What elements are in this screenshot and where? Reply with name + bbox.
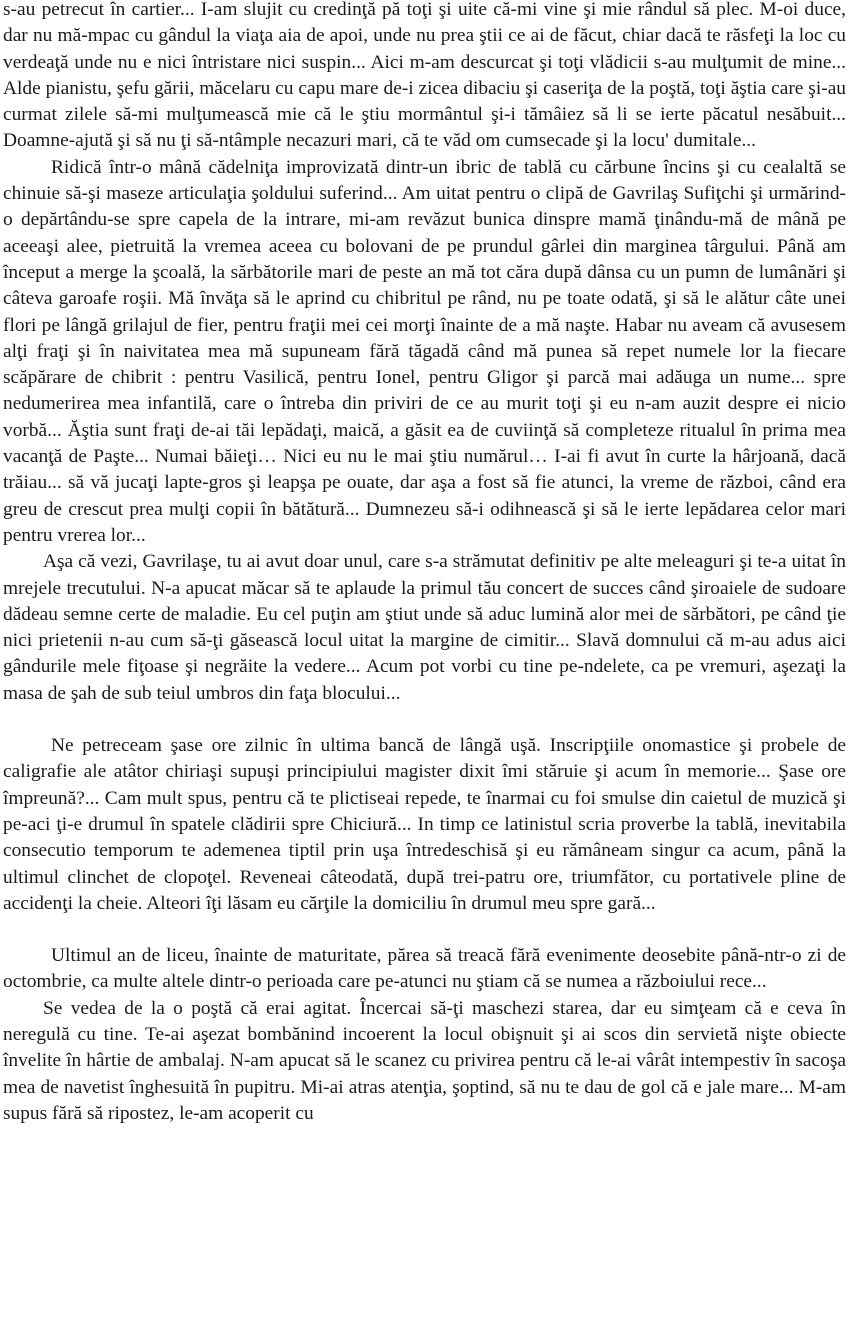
paragraph-2: Ridică într-o mână cădelniţa improvizată dintr-un ibric de tablă cu cărbune încins şi cu cealaltă se chinuie să-şi maseze articulaţia şoldului suferind... Am uitat pentru o clipă de Gavrilaş Sufiţchi şi urmărind-o depărtându-se spre capela de la intrare, mi-am revăzut bunica dinspre mamă ţinându-mă de mână pe aceeaşi alee, pietruită la vremea aceea cu bolovani de pe prundul gârlei din marginea târgului. Până am început a merge la şcoală, la sărbătorile mari de peste an mă tot căra după dânsa cu un pumn de lumânări şi câteva garoafe roşii. Mă învăţa să le aprind cu chibritul pe rând, nu pe toate odată, şi să le alătur câte unei flori pe lângă grilajul de fier, pentru fraţii mei cei morţi înainte de a mă naşte. Habar nu aveam că avusesem alţi fraţi şi în naivitatea mea mă supuneam fără tăgadă când mă punea să repet numele lor la fiecare scăpărare de chibrit : pentru Vasilică, pentru Ionel, pentru Gligor şi parcă mai adăuga un nume... spre nedumerirea mea infantilă, care o întreba din priviri de ce au murit toţi şi eu n-am auzit despre ei nicio vorbă... Ăştia sunt fraţi de-ai tăi lepădaţi, maică, a găsit ea de cuviinţă să completeze ritualul în prima mea vacanţă de Paşte... Numai băieţi… Nici eu nu le mai ştiu numărul… I-ai fi avut în curte la hârjoană, dacă trăiau... să vă jucaţi lapte-gros şi leapşa pe ouate, dar aşa a fost să fie atunci, la vreme de război, când era greu de crescut prea mulţi copii în bătătură... Dumnezeu să-i odihnească şi să le ierte lepădarea celor mari pentru vrerea lor... [3,156,846,546]
paragraph-6: Se vedea de la o poştă că erai agitat. Încercai să-ţi maschezi starea, dar eu simţeam că e ceva în neregulă cu tine. Te-ai aşezat bombănind incoerent la locul obişnuit şi ai scos din servietă nişte obiecte învelite în hârtie de ambalaj. N-am apucat să le scanez cu privirea pentru că le-ai vârât intempestiv în sacoşa mea de navetist înghesuită în pupitru. Mi-ai atras atenţia, şoptind, să nu te dau de gol că e jale mare... M-am supus fără să ripostez, le-am acoperit cu [3,997,846,1124]
paragraph-5: Ultimul an de liceu, înainte de maturitate, părea să treacă fără evenimente deosebite până-ntr-o zi de octombrie, ca multe altele dintr-o perioada care pe-atunci nu ştiam că se numea a războiului rece... [3,945,846,993]
paragraph-4: Ne petreceam şase ore zilnic în ultima bancă de lângă uşă. Inscripţiile onomastice şi probele de caligrafie ale atâtor chiriaşi supuşi principiului magister dixit îmi stăruie şi acum în memorie... Şase ore împreună?... Cam mult spus, pentru că te plictiseai repede, te înarmai cu foi smulse din caietul de muzică şi pe-aci ţi-e drumul în spatele clădirii spre Chiciură... In timp ce latinistul scria proverbe la tablă, inevitabila consecutio temporum te ademenea tiptil prin uşa întredeschisă şi eu rămâneam singur ca acum, până la ultimul clinchet de clopoţel. Reveneai câteodată, după trei-patru ore, triumfător, cu portativele pline de accidenţi la cheie. Alteori îţi lăsam eu cărţile la domiciliu în drumul meu spre gară... [3,735,846,914]
paragraph-1: s-au petrecut în cartier... I-am slujit cu credinţă pă toţi şi uite că-mi vine şi mie rândul să plec. M-oi duce, dar nu mă-mpac cu gândul la viaţa aia de apoi, unde nu prea ştii ce ai de făcut, chiar dacă te răsfeţi la loc cu verdeaţă unde nu e nici întristare nici suspin... Aici m-am descurcat şi toţi vlădicii s-au mulţumit de mine... Alde pianistu, şefu gării, măcelaru cu capu mare de-i zicea dibaciu şi caseriţa de la poştă, toţi ăştia care şi-au curmat zilele să-mi mulţumească mie că le ştiu mormântul şi-i tămâiez să li se ierte păcatul nesăbuit... Doamne-ajută şi să nu ţi să-ntâmple necazuri mari, că te văd om cumsecade şi la locu' dumitale... [3,0,846,152]
paragraph-3: Aşa că vezi, Gavrilaşe, tu ai avut doar unul, care s-a strămutat definitiv pe alte meleaguri şi te-a uitat în mrejele trecutului. N-a apucat măcar să te aplaude la primul tău concert de succes când şiroaiele de sudoare dădeau semne certe de maladie. Eu cel puţin am ştiut unde să aduc lumină alor mei de sărbători, pe când ţie nici prietenii n-au cum să-ţi găsească locul uitat la margine de cimitir... Slavă domnului că m-au adus aici gândurile mele fiţoase şi negrăite la vedere... Acum pot vorbi cu tine pe-ndelete, ca pe vremuri, aşezaţi la masa de şah de sub teiul umbros din faţa blocului... [3,551,846,704]
